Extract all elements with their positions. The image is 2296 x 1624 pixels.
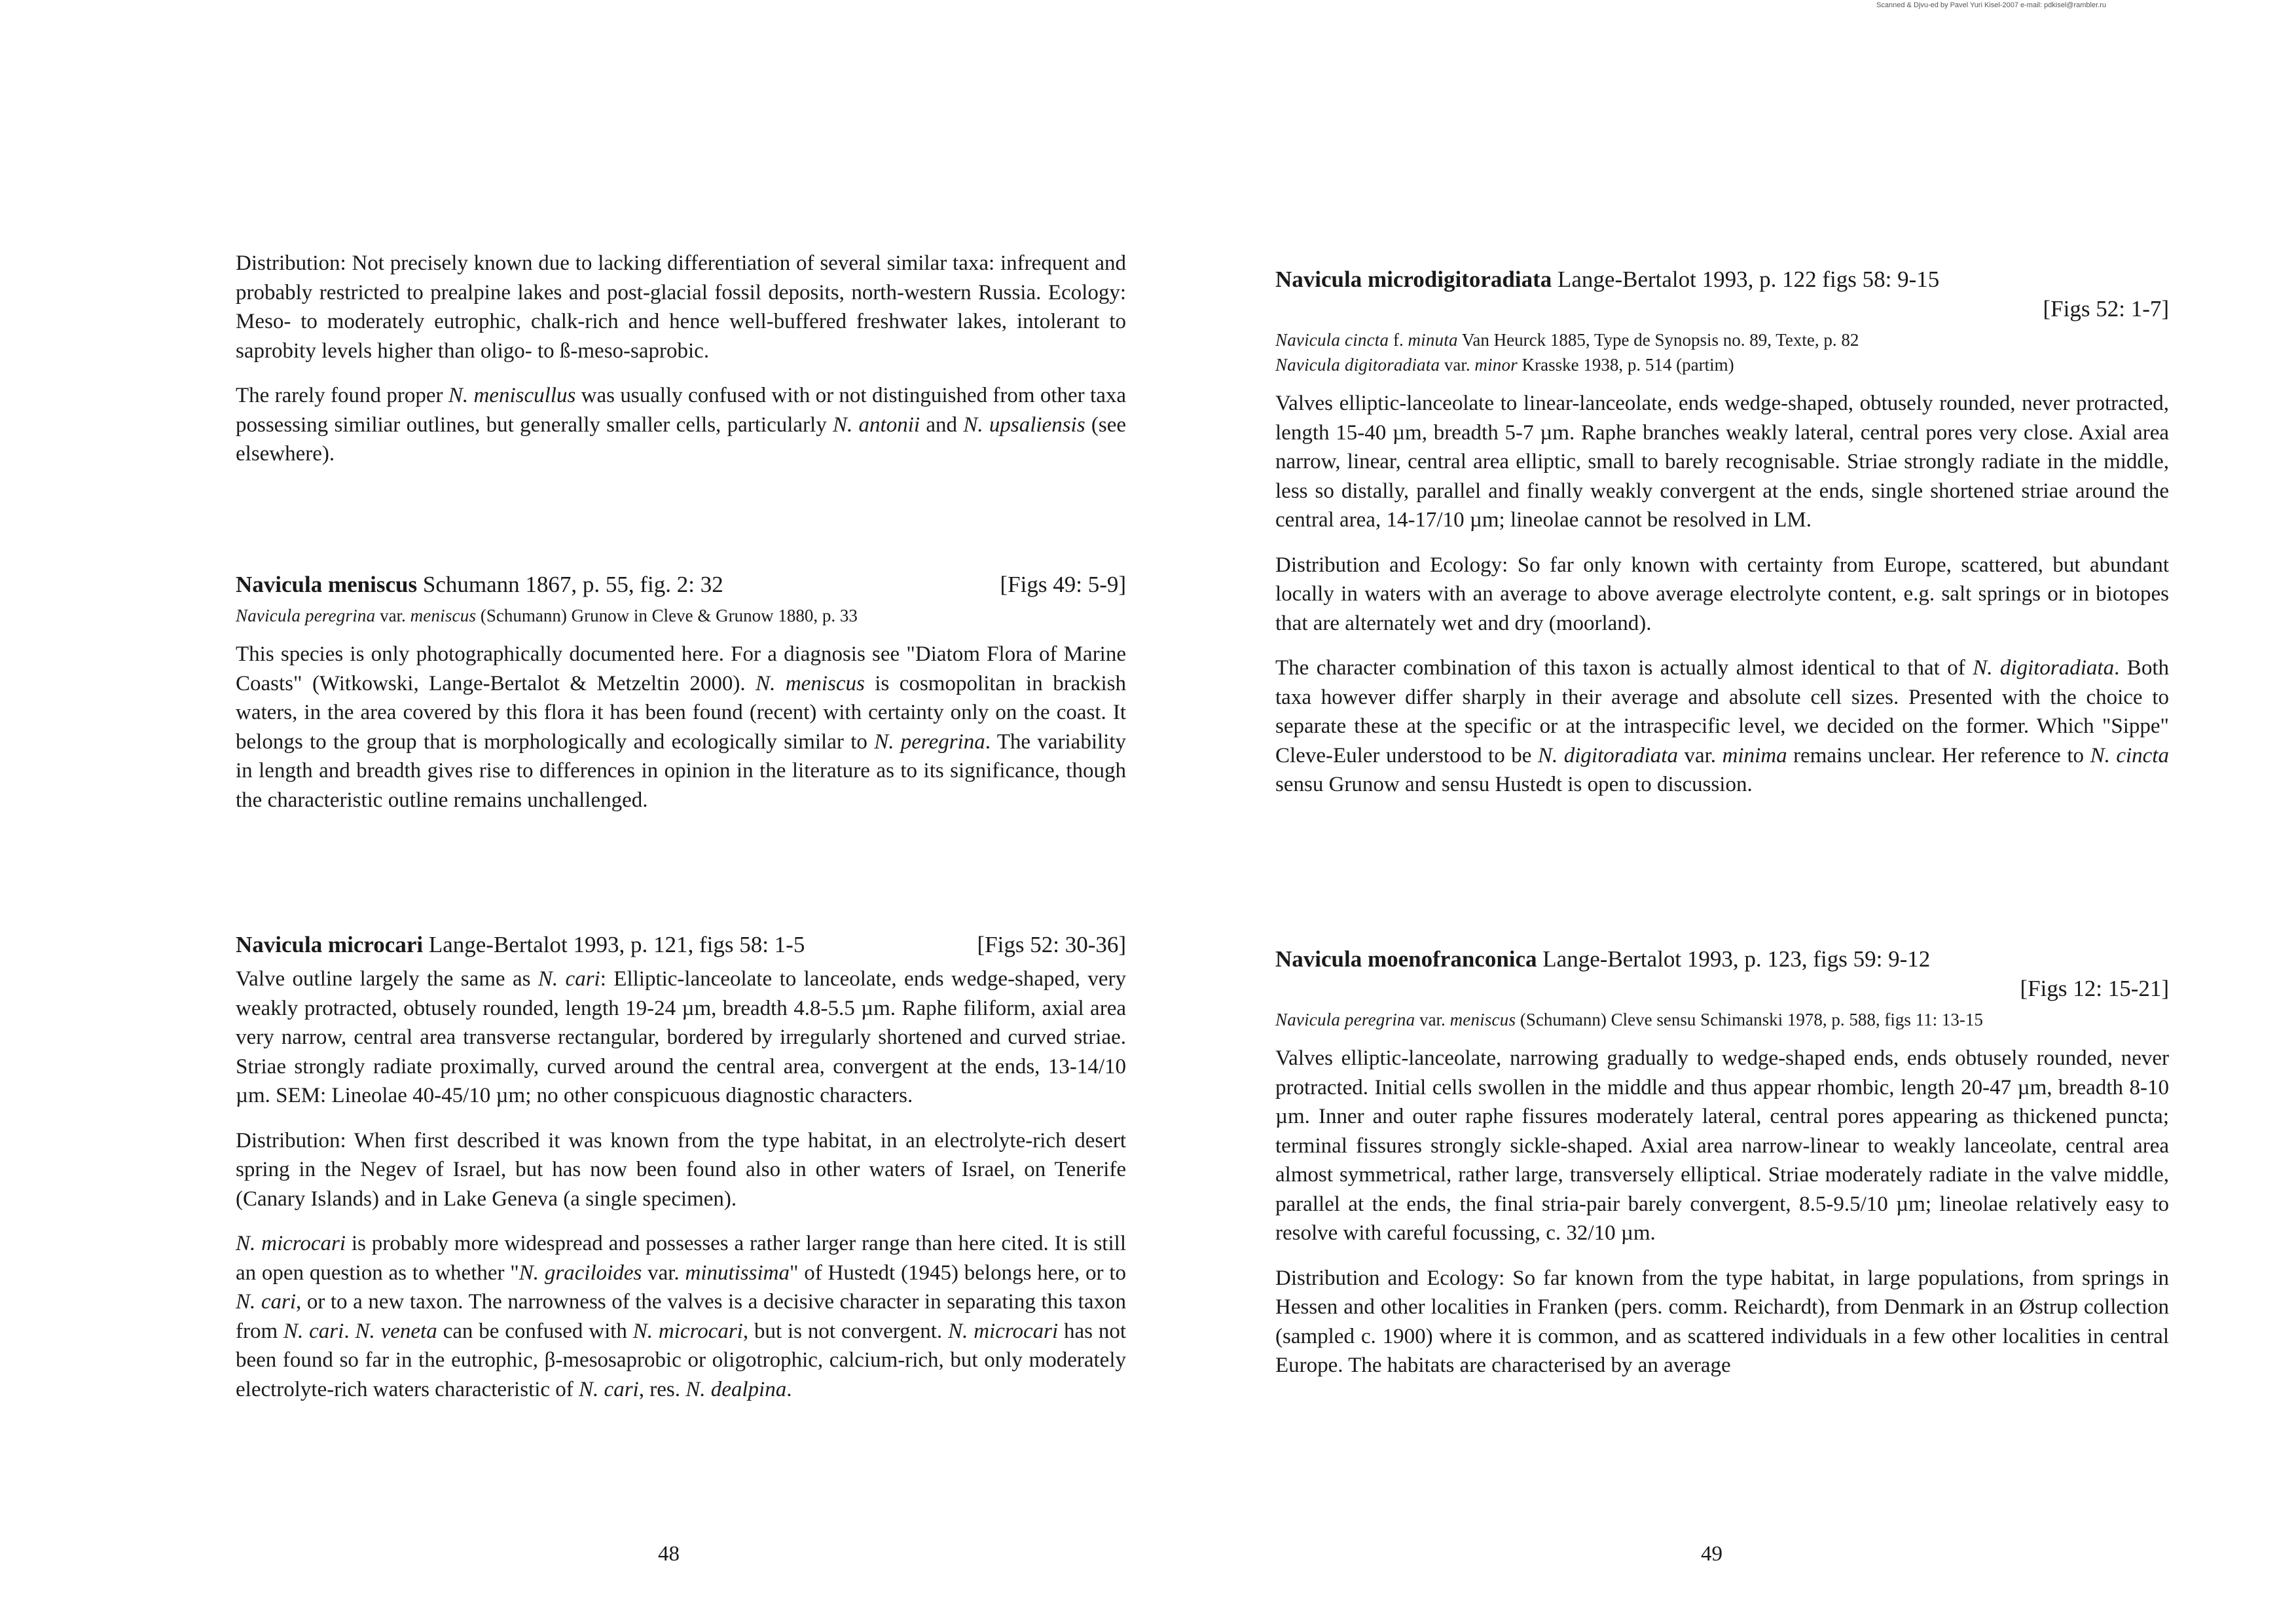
paragraph: Valve outline largely the same as N. cari: Elliptic-lanceolate to lanceolate, ends wedge-shaped, very weakly protracted, obtusely rounded, length 19-24 µm, breadth 4.8-5.5 µm. Raphe filiform, axial area very narrow, central area transverse rectangular, bordered by irregularly shortened and curved striae. Striae strongly radiate proximally, curved around the central area, convergent at the ends, 13-14/10 µm. SEM: Lineolae 40-45/10 µm; no other conspicuous diagnostic characters. bbox=[236, 967, 1126, 1107]
paragraph: Distribution and Ecology: So far known from the type habitat, in large populations, from springs in Hessen and other localities in Franken (pers. comm. Reichardt), from Denmark in an Østrup collection (sampled c. 1900) where it is common, and as scattered individuals in a few other localities in central Europe. The habitats are characterised by an average bbox=[1275, 1266, 2169, 1377]
paragraph: Valves elliptic-lanceolate, narrowing gradually to wedge-shaped ends, ends obtusely rounded, never protracted. Initial cells swollen in the middle and thus appear rhombic, length 20-47 µm, breadth 8-10 µm. Inner and outer raphe fissures moderately lateral, central pores appearing as thickened puncta; terminal fissures strongly sickle-shaped. Axial area narrow-linear to weakly lanceolate, central area almost symmetrical, rather large, transversely elliptical. Striae moderately radiate in the valve middle, parallel at the ends, the final stria-pair barely convergent, 8.5-9.5/10 µm; lineolae relatively easy to resolve with careful focussing, c. 32/10 µm. bbox=[1275, 1046, 2169, 1245]
species-name: Navicula moenofranconica bbox=[1275, 946, 1537, 972]
intro-section bbox=[236, 249, 1126, 485]
paragraph: Distribution: When first described it was known from the type habitat, in an electrolyte-rich desert spring in the Negev of Israel, but has now been found also in other waters of Israel, on Tenerife (Canary Islands) and in Lake Geneva (a single specimen). bbox=[236, 1128, 1126, 1211]
figure-reference: [Figs 52: 1-7] bbox=[2043, 296, 2169, 322]
synonym-line: Navicula peregrina var. meniscus (Schumann) Grunow in Cleve & Grunow 1880, p. 33 bbox=[236, 606, 858, 625]
figure-reference: [Figs 49: 5-9] bbox=[1000, 572, 1126, 597]
synonym-line: Navicula digitoradiata var. minor Krasske 1938, p. 514 (partim) bbox=[1275, 355, 1734, 375]
page-number-right: 49 bbox=[1701, 1542, 1722, 1566]
species-citation: Lange-Bertalot 1993, p. 121, figs 58: 1-5 bbox=[423, 932, 805, 957]
species-entry-moenofranconica bbox=[1275, 944, 2169, 1396]
species-citation: Lange-Bertalot 1993, p. 122 figs 58: 9-15 bbox=[1552, 267, 1940, 292]
species-heading bbox=[1275, 265, 2169, 323]
synonym-line: Navicula cincta f. minuta Van Heurck 1885, Type de Synopsis no. 89, Texte, p. 82 bbox=[1275, 330, 1859, 350]
paragraph: Distribution and Ecology: So far only known with certainty from Europe, scattered, but abundant locally in waters with an average to above average electrolyte content, e.g. salt springs or in biotopes that are alternately wet and dry (moorland). bbox=[1275, 553, 2169, 635]
paragraph: Distribution: Not precisely known due to lacking differentiation of several similar taxa: infrequent and probably restricted to prealpine lakes and post-glacial fossil deposits, north-western Russia. Ecology: Meso- to moderately eutrophic, chalk-rich and hence well-buffered freshwater lakes, intolerant to saprobity levels higher than oligo- to ß-meso-saprobic. bbox=[236, 251, 1126, 363]
paragraph: Valves elliptic-lanceolate to linear-lanceolate, ends wedge-shaped, obtusely rounded, never protracted, length 15-40 µm, breadth 5-7 µm. Raphe branches weakly lateral, central pores very close. Axial area narrow, linear, central area elliptic, small to barely recognisable. Striae strongly radiate in the middle, less so distally, parallel and finally weakly convergent at the ends, single shortened striae around the central area, 14-17/10 µm; lineolae cannot be resolved in LM. bbox=[1275, 392, 2169, 532]
species-name: Navicula microcari bbox=[236, 932, 424, 957]
paragraph: The character combination of this taxon is actually almost identical to that of N. digitoradiata. Both taxa however differ sharply in their average and absolute cell sizes. Presented with the choice to separate these at the specific or at the intraspecific level, we decided on the former. Which "Sippe" Cleve-Euler understood to be N. digitoradiata var. minima remains unclear. Her reference to N. cincta sensu Grunow and sensu Hustedt is open to discussion. bbox=[1275, 656, 2169, 796]
figure-reference: [Figs 52: 30-36] bbox=[977, 932, 1126, 957]
synonym-line: Navicula peregrina var. meniscus (Schumann) Cleve sensu Schimanski 1978, p. 588, figs 11: 13-15 bbox=[1275, 1010, 1983, 1029]
species-entry-microcari bbox=[236, 930, 1126, 1420]
species-name: Navicula microdigitoradiata bbox=[1275, 267, 1552, 292]
paragraph: This species is only photographically documented here. For a diagnosis see "Diatom Flora of Marine Coasts" (Witkowski, Lange-Bertalot & Metzeltin 2000). N. meniscus is cosmopolitan in brackish waters, in the area covered by this flora it has been found (recent) with certainty only on the coast. It belongs to the group that is morphologically and ecologically similar to N. peregrina. The variability in length and breadth gives rise to differences in opinion in the literature as to its significance, though the characteristic outline remains unchallenged. bbox=[236, 642, 1126, 812]
species-citation: Schumann 1867, p. 55, fig. 2: 32 bbox=[417, 572, 723, 597]
species-citation: Lange-Bertalot 1993, p. 123, figs 59: 9-12 bbox=[1537, 946, 1931, 972]
species-heading bbox=[1275, 944, 2169, 1003]
scan-credit: Scanned & Djvu-ed by Pavel Yuri Kisel-2007 e-mail: pdkisel@rambler.ru bbox=[1876, 1, 2106, 9]
paragraph: The rarely found proper N. meniscullus was usually confused with or not distinguished from other taxa possessing similiar outlines, but generally smaller cells, particularly N. antonii and N. upsaliensis (see elsewhere). bbox=[236, 384, 1126, 466]
species-heading bbox=[236, 570, 1126, 599]
species-heading bbox=[236, 930, 1126, 959]
figure-reference: [Figs 12: 15-21] bbox=[2020, 976, 2169, 1001]
species-entry-microdigitoradiata bbox=[1275, 265, 2169, 815]
page-number-left: 48 bbox=[658, 1542, 680, 1566]
paragraph: N. microcari is probably more widespread and possesses a rather larger range than here cited. It is still an open question as to whether "N. graciloides var. minutissima" of Hustedt (1945) belongs here, or to N. cari, or to a new taxon. The narrowness of the valves is a decisive character in separating this taxon from N. cari. N. veneta can be confused with N. microcari, but is not convergent. N. microcari has not been found so far in the eutrophic, β-mesosaprobic or oligotrophic, calcium-rich, but only moderately electrolyte-rich waters characteristic of N. cari, res. N. dealpina. bbox=[236, 1232, 1127, 1401]
species-entry-meniscus bbox=[236, 570, 1126, 830]
species-name: Navicula meniscus bbox=[236, 572, 418, 597]
